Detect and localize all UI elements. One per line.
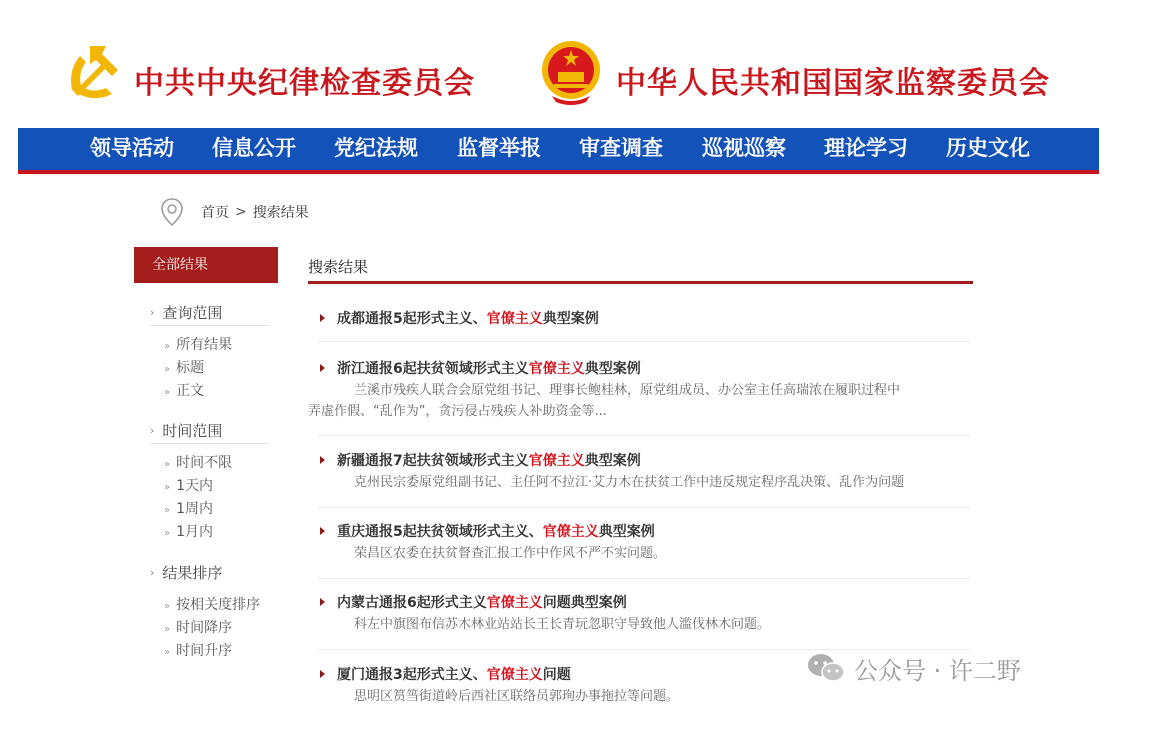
- result-title-link[interactable]: [318, 358, 970, 378]
- main-nav: [18, 128, 1099, 174]
- filter-option-label: 按相关度排序: [176, 597, 261, 613]
- filter-time-1month[interactable]: [150, 521, 270, 544]
- filter-group-time: [150, 420, 270, 544]
- result-snippet-line: 荣昌区农委在扶贫督查汇报工作中作风不严不实问题。: [354, 546, 667, 561]
- triangle-bullet-icon: [320, 364, 325, 372]
- site-header: [0, 0, 1149, 128]
- national-emblem-icon: [538, 38, 604, 106]
- filter-option-label: 1天内: [176, 478, 214, 494]
- double-chevron-icon: »: [164, 387, 171, 398]
- filter-group-title: [150, 420, 270, 444]
- filter-option-label: 时间降序: [176, 620, 233, 636]
- result-item: [308, 358, 970, 436]
- breadcrumb: [160, 198, 309, 226]
- triangle-bullet-icon: [320, 527, 325, 535]
- result-title-text: 问题典型案例: [542, 595, 627, 611]
- filter-group-label: 查询范围: [162, 303, 223, 322]
- wechat-icon: [806, 652, 846, 684]
- sort-time-asc[interactable]: [150, 640, 270, 663]
- result-title-text: 新疆通报7起扶贫领域形式主义: [337, 453, 529, 469]
- result-item: [318, 308, 970, 342]
- double-chevron-icon: »: [164, 624, 171, 635]
- result-snippet-line: 弄虚作假、“乱作为”，贪污侵占残疾人补助资金等...: [308, 404, 607, 419]
- nav-party-regulations[interactable]: 党纪法规: [334, 135, 418, 160]
- nav-info-disclosure[interactable]: 信息公开: [212, 135, 296, 160]
- breadcrumb-home-link[interactable]: 首页: [201, 205, 229, 221]
- filter-option-label: 正文: [176, 383, 205, 399]
- chevron-right-icon: ›: [150, 305, 155, 319]
- results-heading: 搜索结果: [308, 256, 973, 284]
- result-title-text: 重庆通报5起扶贫领域形式主义、: [337, 524, 543, 540]
- sort-relevance[interactable]: [150, 594, 270, 617]
- breadcrumb-current: 搜索结果: [252, 205, 309, 221]
- chevron-right-icon: ›: [150, 566, 155, 579]
- double-chevron-icon: »: [164, 341, 171, 352]
- triangle-bullet-icon: [320, 456, 325, 464]
- party-emblem-icon: [62, 40, 124, 102]
- result-title-highlight: 官僚主义: [486, 595, 543, 611]
- result-snippet: [308, 472, 970, 493]
- result-title-highlight: 官僚主义: [542, 524, 599, 540]
- location-pin-icon: [160, 198, 184, 226]
- watermark-text: 公众号 · 许二野: [854, 656, 1021, 685]
- double-chevron-icon: »: [164, 459, 171, 470]
- result-snippet: [308, 380, 970, 422]
- filter-scope-all[interactable]: [150, 334, 270, 357]
- filter-option-label: 时间不限: [176, 455, 233, 471]
- result-title-highlight: 官僚主义: [528, 453, 585, 469]
- double-chevron-icon: »: [164, 647, 171, 658]
- double-chevron-icon: »: [164, 505, 171, 516]
- all-results-tab[interactable]: 全部结果: [134, 247, 278, 283]
- filter-group-label: 时间范围: [162, 421, 223, 440]
- result-title-text: 厦门通报3起形式主义、: [337, 667, 487, 683]
- result-title-text: 内蒙古通报6起形式主义: [337, 595, 487, 611]
- national-commission-title: 中华人民共和国国家监察委员会: [616, 66, 1050, 101]
- result-title-link[interactable]: [318, 592, 970, 612]
- double-chevron-icon: »: [164, 601, 171, 612]
- filter-scope-body[interactable]: [150, 380, 270, 403]
- nav-theory-study[interactable]: 理论学习: [824, 135, 908, 160]
- result-item: [318, 592, 970, 650]
- result-title-text: 典型案例: [584, 453, 641, 469]
- result-snippet: [308, 543, 970, 564]
- filter-option-label: 所有结果: [176, 337, 233, 353]
- filter-time-1week[interactable]: [150, 498, 270, 521]
- nav-leadership[interactable]: 领导活动: [90, 135, 174, 160]
- triangle-bullet-icon: [320, 314, 325, 322]
- chevron-right-icon: ›: [150, 423, 155, 437]
- result-snippet: [308, 614, 970, 635]
- nav-review-investigation[interactable]: 审查调查: [579, 135, 663, 160]
- result-snippet-line: 兰溪市残疾人联合会原党组书记、理事长鲍桂林，原党组成员、办公室主任高瑞浓在履职过程中: [354, 383, 901, 398]
- result-title-text: 典型案例: [598, 524, 655, 540]
- filter-option-label: 时间升序: [176, 643, 233, 659]
- filter-option-label: 1月内: [176, 524, 214, 540]
- filter-group-title: [150, 302, 270, 326]
- double-chevron-icon: »: [164, 482, 171, 493]
- filter-group-sort: [150, 562, 270, 663]
- double-chevron-icon: »: [164, 364, 171, 375]
- result-snippet-line: 克州民宗委原党组副书记、主任阿不拉江·艾力木在扶贫工作中违反规定程序乱决策、乱作为问题: [354, 475, 905, 490]
- result-snippet: [308, 686, 970, 707]
- filter-time-1day[interactable]: [150, 475, 270, 498]
- result-snippet-line: 思明区筼筜街道岭后西社区联络员郭珣办事拖拉等问题。: [354, 689, 680, 704]
- result-title-text: 浙江通报6起扶贫领域形式主义: [337, 361, 529, 377]
- filter-group-label: 结果排序: [162, 564, 223, 582]
- double-chevron-icon: »: [164, 528, 171, 539]
- filter-option-label: 1周内: [176, 501, 214, 517]
- result-title-highlight: 官僚主义: [486, 311, 543, 327]
- cpc-commission-title: 中共中央纪律检查委员会: [134, 66, 475, 101]
- result-item: [318, 521, 970, 579]
- result-title-text: 成都通报5起形式主义、: [337, 311, 487, 327]
- filter-group-title: [150, 562, 270, 586]
- wechat-watermark: [806, 650, 1021, 686]
- result-snippet-line: 科左中旗图布信苏木林业站站长王长青玩忽职守导致他人滥伐林木问题。: [354, 617, 771, 632]
- nav-supervision-report[interactable]: 监督举报: [457, 135, 541, 160]
- triangle-bullet-icon: [320, 670, 325, 678]
- result-title-text: 典型案例: [542, 311, 599, 327]
- sort-time-desc[interactable]: [150, 617, 270, 640]
- filter-scope-title[interactable]: [150, 357, 270, 380]
- result-title-link[interactable]: [318, 521, 970, 541]
- result-title-link[interactable]: [318, 308, 970, 328]
- nav-inspection[interactable]: 巡视巡察: [702, 135, 786, 160]
- result-title-text: 问题: [542, 667, 571, 683]
- triangle-bullet-icon: [320, 598, 325, 606]
- result-title-text: 典型案例: [584, 361, 641, 377]
- breadcrumb-separator: >: [235, 204, 247, 220]
- filter-option-label: 标题: [176, 360, 205, 376]
- nav-history-culture[interactable]: 历史文化: [946, 135, 1030, 160]
- filter-group-scope: [150, 302, 270, 403]
- result-title-highlight: 官僚主义: [486, 667, 543, 683]
- result-title-link[interactable]: [318, 450, 970, 470]
- result-title-highlight: 官僚主义: [528, 361, 585, 377]
- result-item: [318, 450, 970, 508]
- filter-time-any[interactable]: [150, 452, 270, 475]
